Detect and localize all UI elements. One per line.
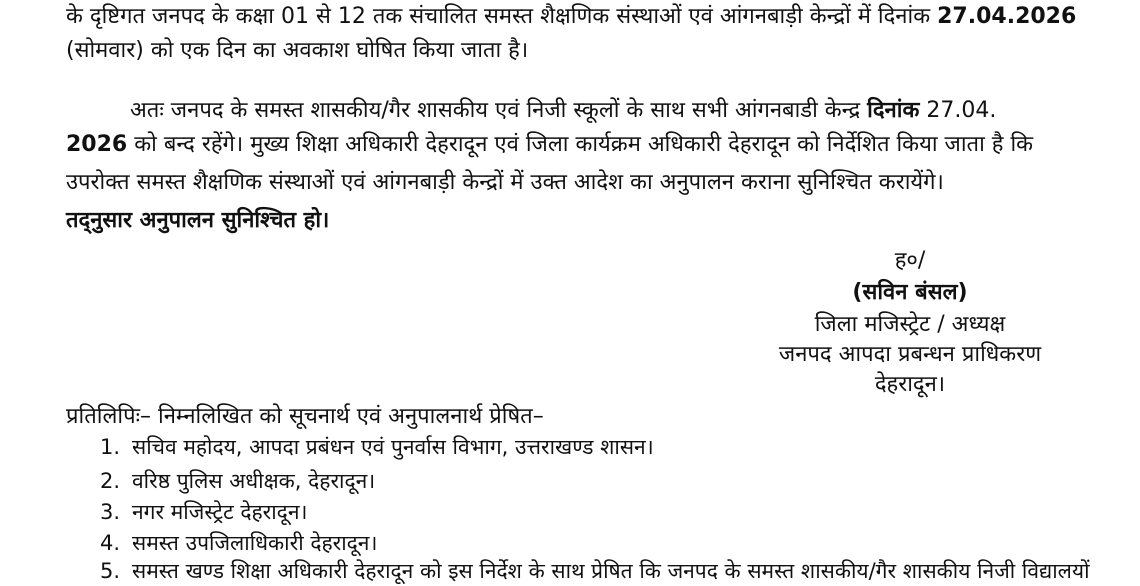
paragraph2-line2 bbox=[66, 130, 1033, 160]
paragraph1-line1-text: के दृष्टिगत जनपद के कक्षा 01 से 12 तक संचालित समस्त शैक्षणिक संस्थाओं एवं आंगनबाड़ी केन्द्रों में दिनांक bbox=[66, 4, 931, 29]
holiday-date: 27.04.2026 bbox=[937, 4, 1077, 29]
list-item bbox=[100, 432, 654, 462]
copy-heading: प्रतिलिपिः– निम्नलिखित को सूचनार्थ एवं अनुपालनार्थ प्रेषित– bbox=[66, 404, 544, 429]
list-item bbox=[100, 556, 1090, 586]
list-item bbox=[100, 528, 377, 558]
signatory-place: देहरादून। bbox=[874, 372, 946, 397]
list-item bbox=[100, 466, 375, 496]
paragraph2-line3: उपरोक्त समस्त शैक्षणिक संस्थाओं एवं आंगनबाड़ी केन्द्रों में उक्त आदेश का अनुपालन कराना सुनिश्चित करायेंगे। bbox=[66, 170, 944, 195]
paragraph1-line1 bbox=[66, 2, 1076, 32]
paragraph2-date-part1: 27.04. bbox=[926, 98, 997, 123]
paragraph2-line2-text: को बन्द रहेंगे। मुख्य शिक्षा अधिकारी देहरादून एवं जिला कार्यक्रम अधिकारी देहरादून को निर्देशित किया जाता है कि bbox=[134, 132, 1034, 157]
paragraph2-line1-text: अतः जनपद के समस्त शासकीय/गैर शासकीय एवं निजी स्कूलों के साथ सभी आंगनबाडी केन्द्र bbox=[130, 98, 861, 123]
list-item bbox=[100, 497, 307, 527]
paragraph2-date-part2: 2026 bbox=[66, 132, 128, 157]
list-item-number: 1. bbox=[100, 435, 121, 459]
compliance-line: तद्नुसार अनुपालन सुनिश्चित हो। bbox=[66, 208, 330, 233]
list-item-text: समस्त खण्ड शिक्षा अधिकारी देहरादून को इस निर्देश के साथ प्रेषित कि जनपद के समस्त शासकीय/गैर शासकीय निजी विद्यालयों bbox=[132, 559, 1090, 583]
list-item-number: 2. bbox=[100, 469, 121, 493]
signatory-designation: जिला मजिस्ट्रेट / अध्यक्ष bbox=[814, 312, 1006, 337]
signed-mark: ह०/ bbox=[894, 248, 926, 273]
list-item-text: वरिष्ठ पुलिस अधीक्षक, देहरादून। bbox=[132, 469, 376, 493]
list-item-number: 3. bbox=[100, 500, 121, 524]
list-item-text: समस्त उपजिलाधिकारी देहरादून। bbox=[132, 531, 378, 555]
paragraph1-line2: (सोमवार) को एक दिन का अवकाश घोषित किया जाता है। bbox=[66, 38, 529, 63]
signatory-name: (सविन बंसल) bbox=[852, 280, 968, 305]
signatory-authority: जनपद आपदा प्रबन्धन प्राधिकरण bbox=[778, 342, 1042, 367]
paragraph2-date-label: दिनांक bbox=[867, 98, 920, 123]
list-item-text: सचिव महोदय, आपदा प्रबंधन एवं पुनर्वास विभाग, उत्तराखण्ड शासन। bbox=[132, 435, 654, 459]
list-item-number: 4. bbox=[100, 531, 121, 555]
list-item-text: नगर मजिस्ट्रेट देहरादून। bbox=[132, 500, 308, 524]
list-item-number: 5. bbox=[100, 559, 121, 583]
paragraph2-line1 bbox=[130, 96, 996, 126]
